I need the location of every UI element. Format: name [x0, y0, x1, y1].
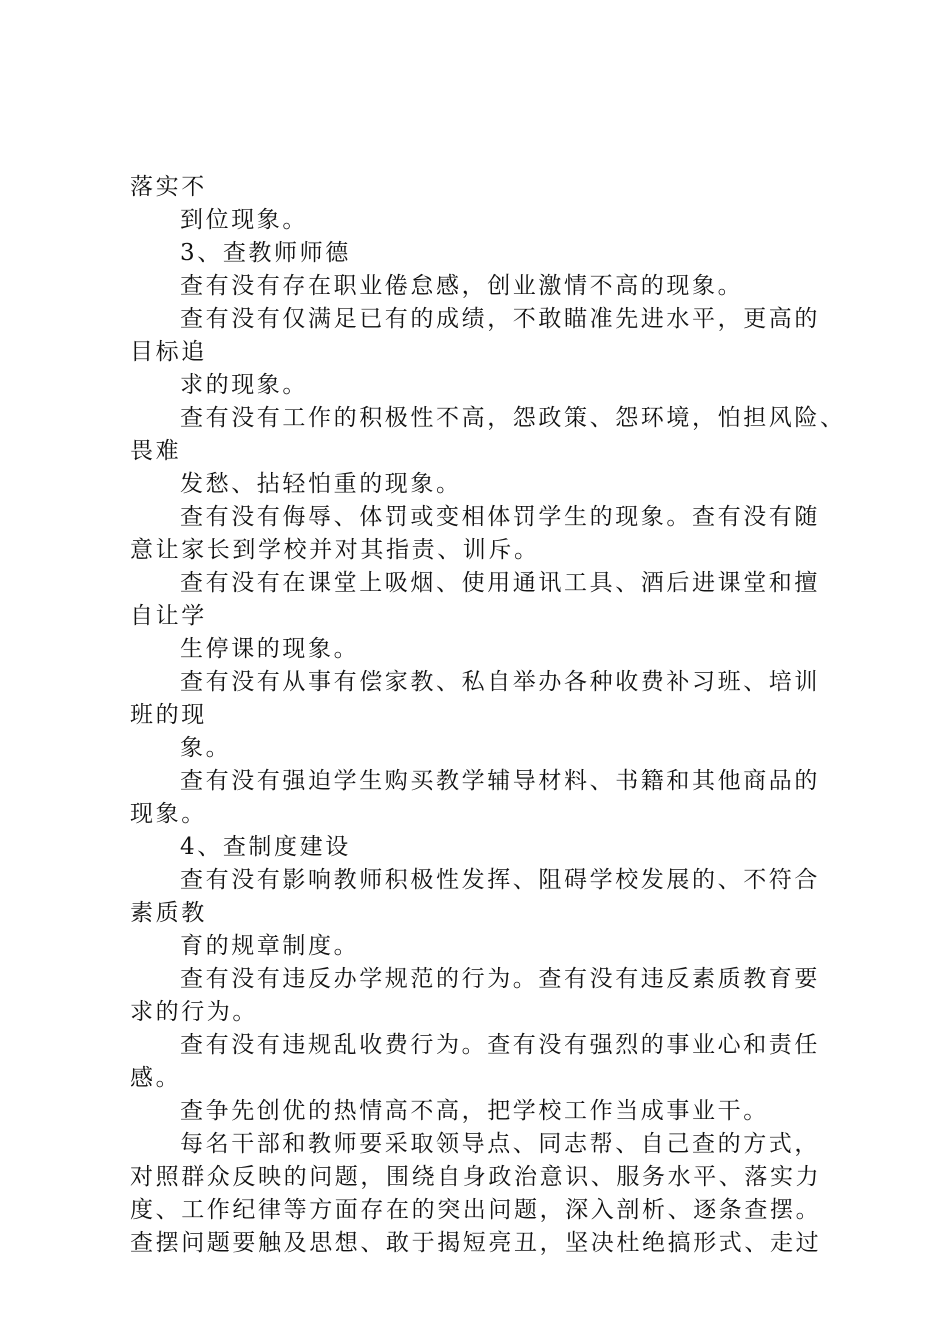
text-line: 4、查制度建设: [180, 834, 351, 860]
text-line: 到位现象。: [180, 207, 308, 233]
text-line: 查有没有违规乱收费行为。查有没有强烈的事业心和责任: [180, 1032, 820, 1058]
text-line: 自让学: [130, 603, 207, 629]
text-line: 查有没有工作的积极性不高，怨政策、怨环境，怕担风险、: [180, 405, 846, 431]
text-line: 查有没有强迫学生购买教学辅导材料、书籍和其他商品的: [180, 768, 820, 794]
text-line: 查有没有存在职业倦怠感，创业激情不高的现象。: [180, 273, 744, 299]
text-line: 求的现象。: [180, 372, 308, 398]
text-line: 象。: [180, 735, 232, 761]
document-body: [130, 171, 846, 1260]
text-line: 感。: [130, 1065, 182, 1091]
text-line: 班的现: [130, 702, 207, 728]
text-line: 度、工作纪律等方面存在的突出问题，深入剖析、逐条查摆。: [130, 1197, 822, 1223]
text-line: 意让家长到学校并对其指责、训斥。: [130, 537, 540, 563]
text-line: 目标追: [130, 339, 207, 365]
text-line: 每名干部和教师要采取领导点、同志帮、自己查的方式，: [180, 1131, 820, 1157]
text-line: 查有没有影响教师积极性发挥、阻碍学校发展的、不符合: [180, 867, 820, 893]
text-line: 素质教: [130, 900, 207, 926]
text-line: 落实不: [130, 174, 207, 200]
text-line: 发愁、拈轻怕重的现象。: [180, 471, 462, 497]
text-line: 畏难: [130, 438, 182, 464]
text-line: 查争先创优的热情高不高，把学校工作当成事业干。: [180, 1098, 769, 1124]
text-line: 现象。: [130, 801, 207, 827]
text-line: 查有没有从事有偿家教、私自举办各种收费补习班、培训: [180, 669, 820, 695]
text-line: 求的行为。: [130, 999, 258, 1025]
text-line: 查有没有侮辱、体罚或变相体罚学生的现象。查有没有随: [180, 504, 820, 530]
text-line: 育的规章制度。: [180, 933, 360, 959]
text-line: 对照群众反映的问题，围绕自身政治意识、服务水平、落实力: [130, 1164, 822, 1190]
text-line: 3、查教师师德: [180, 240, 351, 266]
text-line: 查摆问题要触及思想、敢于揭短亮丑，坚决杜绝搞形式、走过: [130, 1230, 822, 1256]
text-line: 查有没有仅满足已有的成绩，不敢瞄准先进水平，更高的: [180, 306, 820, 332]
text-line: 查有没有违反办学规范的行为。查有没有违反素质教育要: [180, 966, 820, 992]
text-line: 生停课的现象。: [180, 636, 360, 662]
text-line: 查有没有在课堂上吸烟、使用通讯工具、酒后进课堂和擅: [180, 570, 820, 596]
